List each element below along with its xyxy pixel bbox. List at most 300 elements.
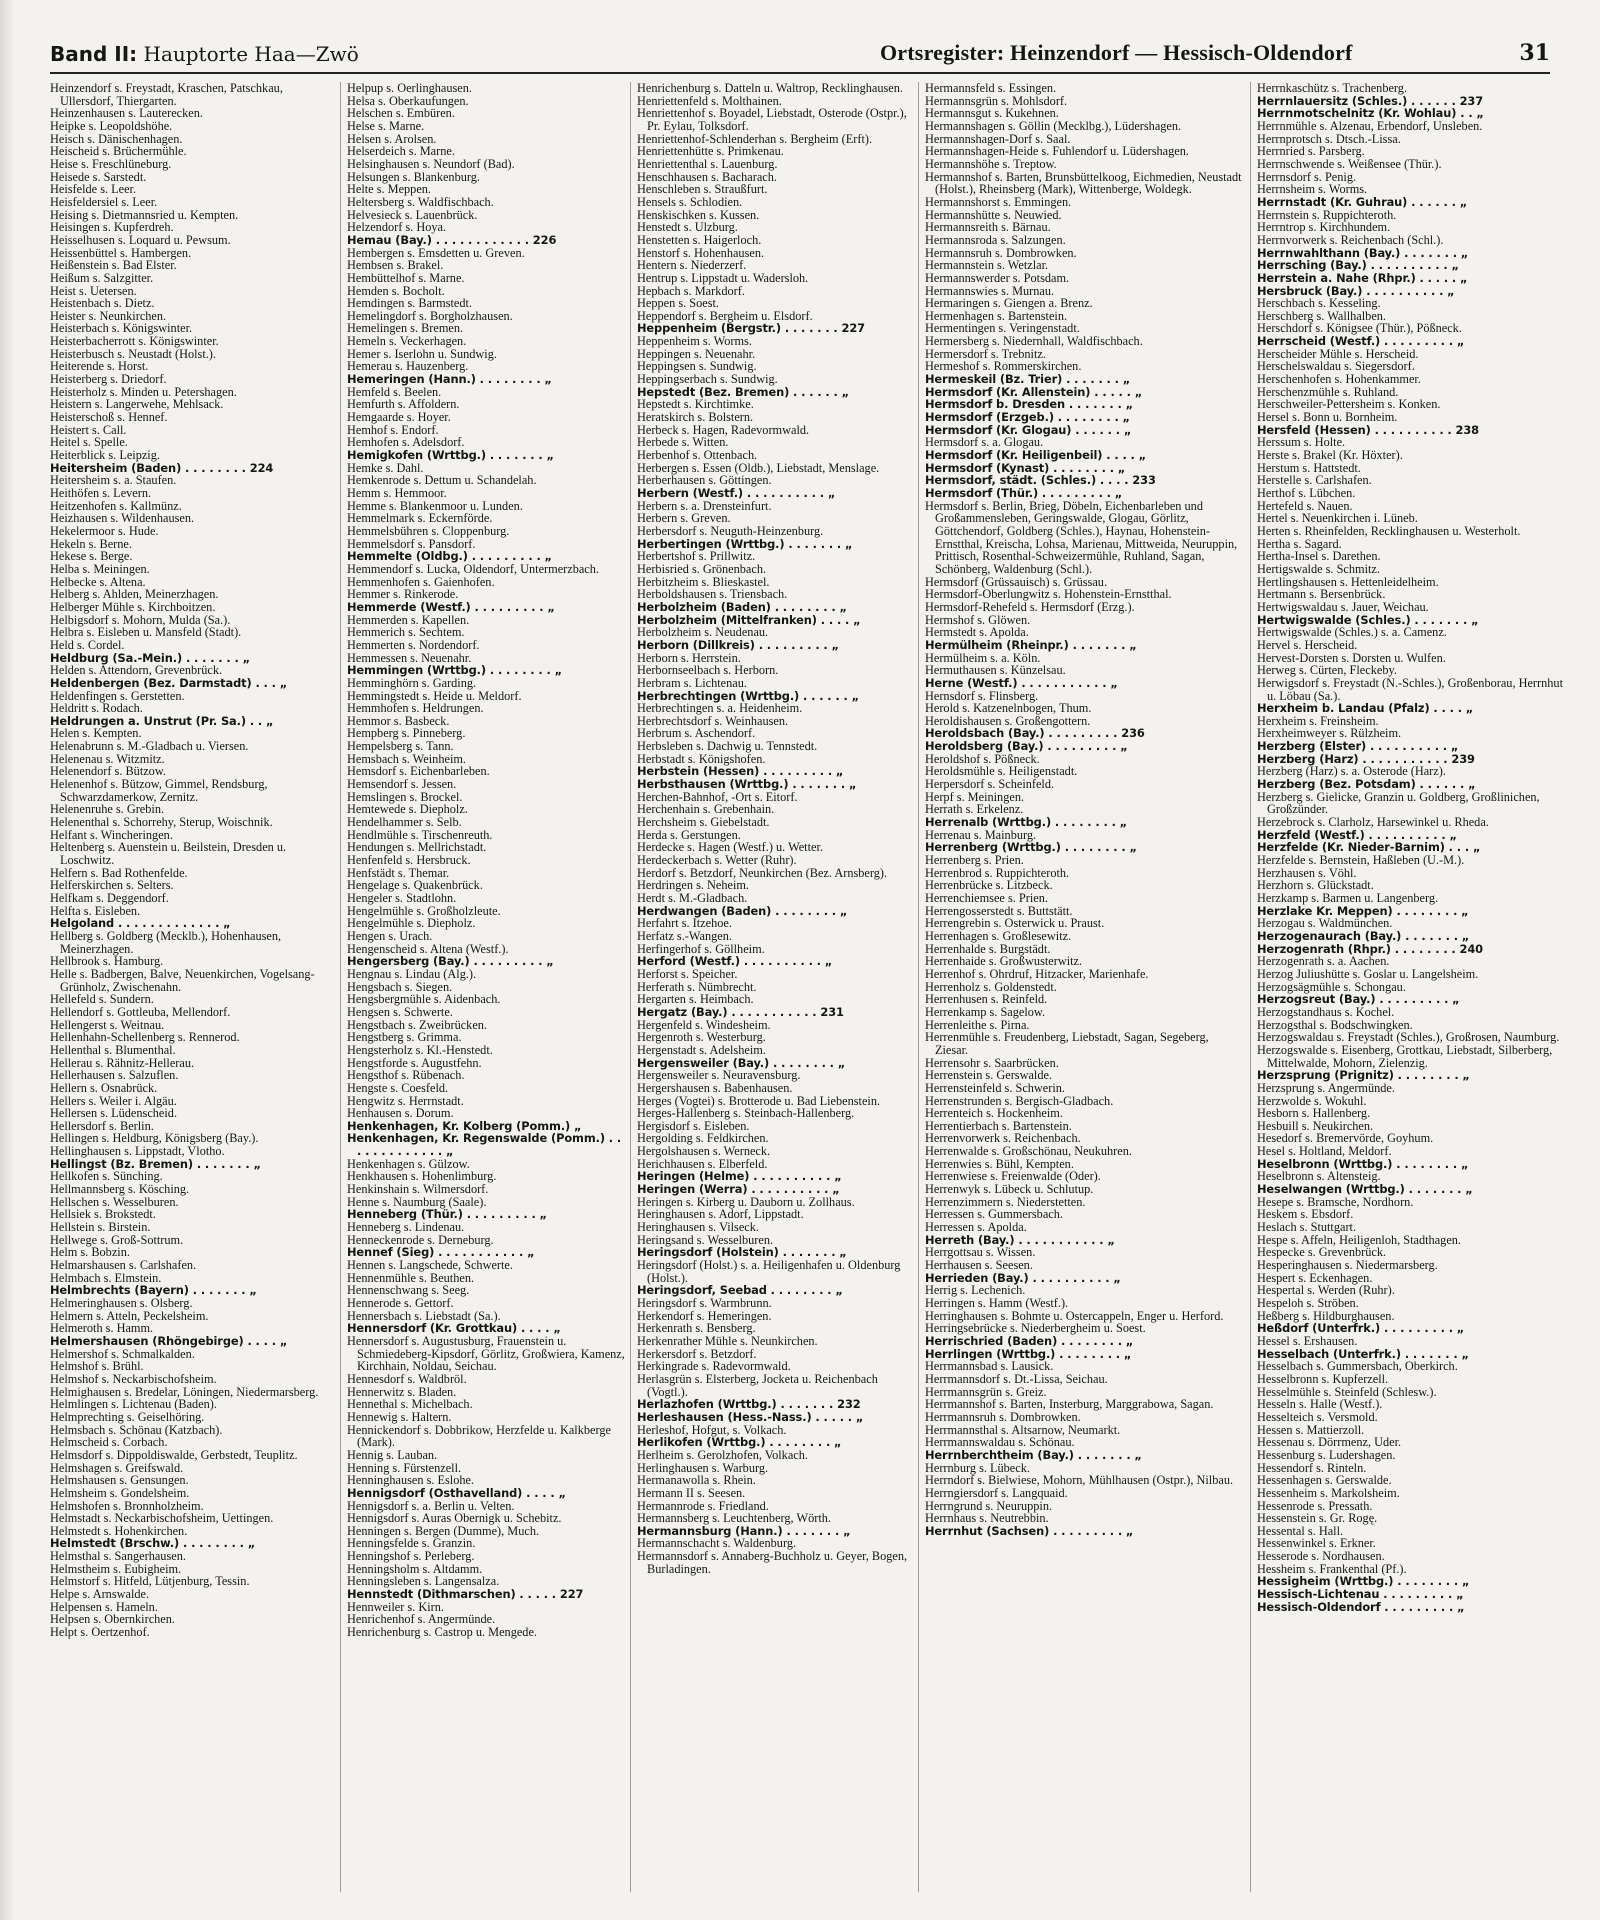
place-entry: Hermannsberg s. Leuchtenberg, Wörth. — [637, 1511, 831, 1526]
place-entry: Hergolshausen s. Werneck. — [637, 1144, 771, 1159]
place-entry: Hemmerden s. Kapellen. — [347, 612, 470, 627]
place-entry: Hessenrode s. Pressath. — [1257, 1498, 1373, 1513]
place-entry: Helen s. Kempten. — [50, 726, 142, 741]
place-entry: Herdecke s. Hagen (Westf.) u. Wetter. — [637, 840, 823, 855]
place-entry: Henneberg s. Lindenau. — [347, 1220, 465, 1235]
place-entry: Helfta s. Eisleben. — [50, 903, 141, 918]
place-entry: Helmshagen s. Greifswald. — [50, 1460, 184, 1475]
main-place-entry: Herzberg (Harz) . . . . . . . . . . . 239 — [1257, 751, 1475, 766]
place-entry: Herrenhaide s. Großwusterwitz. — [925, 954, 1083, 969]
place-entry: Heringsand s. Wesselburen. — [637, 1232, 774, 1247]
place-entry: Heroldsmühle s. Heiligenstadt. — [925, 764, 1078, 779]
main-place-entry: Hersbruck (Bay.) . . . . . . . . . . „ — [1257, 283, 1455, 298]
place-entry: Helmshof s. Brühl. — [50, 1359, 144, 1374]
main-place-entry: Hesselbach (Unterfrk.) . . . . . . . „ — [1257, 1346, 1469, 1361]
place-entry: Helmstheim s. Eubigheim. — [50, 1561, 182, 1576]
place-entry: Herschberg s. Wallhalben. — [1257, 308, 1387, 323]
place-entry: Hemmelmark s. Eckernförde. — [347, 511, 493, 526]
main-place-entry: Helgoland . . . . . . . . . . . . . „ — [50, 916, 231, 931]
place-entry: Helsungen s. Blankenburg. — [347, 169, 480, 184]
place-entry: Hengste s. Coesfeld. — [347, 1080, 449, 1095]
place-entry: Heitel s. Spelle. — [50, 435, 128, 450]
place-entry: Heisfelde s. Leer. — [50, 182, 137, 197]
place-entry: Herzkamp s. Barmen u. Langenberg. — [1257, 891, 1439, 905]
main-place-entry: Hennersdorf (Kr. Grottkau) . . . . „ — [347, 1321, 561, 1336]
index-column — [50, 82, 333, 1892]
main-place-entry: Hersfeld (Hessen) . . . . . . . . . . 238 — [1257, 422, 1479, 437]
main-place-entry: Heselbronn (Wrttbg.) . . . . . . . . „ — [1257, 1156, 1469, 1171]
place-entry: Hermannsreith s. Bärnau. — [925, 220, 1051, 235]
place-entry: Hemerau s. Hauzenberg. — [347, 359, 469, 374]
place-entry: Helpt s. Oertzenhof. — [50, 1625, 150, 1640]
main-place-entry: Hermsdorf b. Dresden . . . . . . . „ — [925, 397, 1133, 412]
place-entry: Hemer s. Iserlohn u. Sundwig. — [347, 346, 497, 361]
place-entry: Herrensohr s. Saarbrücken. — [925, 1055, 1059, 1070]
place-entry: Hemfeld s. Beelen. — [347, 384, 442, 399]
place-entry: Heppenheim s. Worms. — [637, 334, 752, 349]
main-place-entry: Herzberg (Elster) . . . . . . . . . . „ — [1257, 739, 1459, 754]
place-entry: Heltersberg s. Waldfischbach. — [347, 194, 494, 209]
place-entry: Herdringen s. Neheim. — [637, 878, 750, 893]
place-entry: Hekeln s. Berne. — [50, 536, 132, 551]
place-entry: Hemmerten s. Nordendorf. — [347, 637, 480, 652]
place-entry: Hemme s. Blankenmoor u. Lunden. — [347, 498, 523, 513]
place-entry: Heising s. Dietmannsried u. Kempten. — [50, 207, 239, 222]
place-entry: Hellingen s. Heldburg, Königsberg (Bay.). — [50, 1131, 259, 1146]
place-entry: Heistert s. Call. — [50, 422, 127, 437]
main-place-entry: Herrscheid (Westf.) . . . . . . . . . „ — [1257, 334, 1465, 349]
place-entry: Hermannshagen-Dorf s. Saal. — [925, 131, 1071, 146]
place-entry: Helenenhof s. Bützow, Gimmel, Rendsburg, Schwarzdamerkow, Zernitz. — [50, 777, 268, 804]
place-entry: Hermeshof s. Rommerskirchen. — [925, 359, 1082, 374]
place-entry: Herringen s. Hamm (Westf.). — [925, 1296, 1069, 1310]
place-entry: Herfahrt s. Itzehoe. — [637, 916, 732, 931]
place-entry: Hertha-Insel s. Darethen. — [1257, 549, 1381, 564]
place-entry: Herrenleithe s. Pirna. — [925, 1017, 1030, 1032]
place-entry: Hermannsroda s. Salzungen. — [925, 232, 1066, 247]
place-entry: Hermenhagen s. Bartenstein. — [925, 308, 1068, 323]
place-entry: Helpup s. Oerlinghausen. — [347, 82, 472, 95]
place-entry: Helpensen s. Hameln. — [50, 1599, 158, 1614]
main-place-entry: Heldenbergen (Bez. Darmstadt) . . . „ — [50, 675, 288, 690]
place-entry: Hesselbach s. Gummersbach, Oberkirch. — [1257, 1359, 1458, 1374]
place-entry: Hermstedt s. Apolda. — [925, 625, 1029, 640]
place-entry: Herbrum s. Aschendorf. — [637, 726, 756, 741]
place-entry: Herrnschwende s. Weißensee (Thür.). — [1257, 156, 1442, 171]
main-place-entry: Herbolzheim (Baden) . . . . . . . . „ — [637, 599, 847, 614]
main-place-entry: Herzlake Kr. Meppen) . . . . . . . . „ — [1257, 903, 1469, 918]
main-place-entry: Hennstedt (Dithmarschen) . . . . . 227 — [347, 1587, 584, 1602]
place-entry: Helpsen s. Obernkirchen. — [50, 1612, 175, 1627]
place-entry: Hermann II s. Seesen. — [637, 1485, 746, 1500]
place-entry: Helenendorf s. Bützow. — [50, 764, 166, 779]
place-entry: Hesedorf s. Bremervörde, Goyhum. — [1257, 1131, 1434, 1146]
place-entry: Henningshof s. Perleberg. — [347, 1549, 475, 1564]
place-entry: Henriettenfeld s. Molthainen. — [637, 93, 782, 108]
place-entry: Herzhorn s. Glückstadt. — [1257, 878, 1374, 893]
place-entry: Helsinghausen s. Neundorf (Bad). — [347, 156, 515, 171]
place-entry: Hermanawolla s. Rhein. — [637, 1473, 756, 1488]
place-entry: Henstetten s. Haigerloch. — [637, 232, 762, 247]
place-entry: Hentern s. Niederzerf. — [637, 258, 747, 273]
main-place-entry: Hergatz (Bay.) . . . . . . . . . . . 231 — [637, 1004, 844, 1019]
place-entry: Hendlmühle s. Tirschenreuth. — [347, 827, 493, 842]
place-entry: Hesperinghausen s. Niedermarsberg. — [1257, 1258, 1438, 1273]
place-entry: Hennweiler s. Kirn. — [347, 1599, 444, 1614]
place-entry: Helse s. Marne. — [347, 118, 425, 133]
place-entry: Hengwitz s. Herrnstadt. — [347, 1093, 464, 1108]
place-entry: Herrmannsbad s. Lausick. — [925, 1359, 1054, 1374]
place-entry: Heitersheim s. a. Staufen. — [50, 473, 177, 488]
place-entry: Heringhausen s. Vilseck. — [637, 1220, 759, 1235]
main-place-entry: Heppenheim (Bergstr.) . . . . . . . 227 — [637, 321, 865, 336]
place-entry: Henrichenburg s. Datteln u. Waltrop, Recklinghausen. — [637, 82, 903, 95]
place-entry: Heppingserbach s. Sundwig. — [637, 372, 778, 387]
place-entry: Hendelhammer s. Selb. — [347, 815, 462, 830]
place-entry: Herringhausen s. Bohmte u. Ostercappeln, Enger u. Herford. — [925, 1308, 1224, 1323]
place-entry: Hennewig s. Haltern. — [347, 1409, 452, 1424]
place-entry: Helsa s. Oberkaufungen. — [347, 93, 469, 108]
place-entry: Herrnburg s. Lübeck. — [925, 1460, 1030, 1475]
place-entry: Hennig s. Lauban. — [347, 1447, 438, 1462]
place-entry: Helenabrunn s. M.-Gladbach u. Viersen. — [50, 739, 249, 754]
place-entry: Helzendorf s. Hoya. — [347, 220, 447, 235]
place-entry: Herrnkaschütz s. Trachenberg. — [1257, 82, 1408, 95]
place-entry: Hesseln s. Halle (Westf.). — [1257, 1397, 1383, 1412]
place-entry: Heisterholz s. Minden u. Petershagen. — [50, 384, 237, 399]
place-entry: Hellberg s. Goldberg (Mecklb.), Hohenhausen, Meinerzhagen. — [50, 928, 282, 956]
place-entry: Heskem s. Ebsdorf. — [1257, 1207, 1354, 1222]
place-entry: Hengsbach s. Siegen. — [347, 979, 453, 994]
place-entry: Hergenroth s. Westerburg. — [637, 1030, 766, 1045]
place-entry: Helmarshausen s. Carlshafen. — [50, 1258, 197, 1273]
place-entry: Heringsdorf (Holst.) s. a. Heiligenhafen u. Oldenburg (Holst.). — [637, 1258, 901, 1285]
place-entry: Held s. Cordel. — [50, 637, 125, 652]
place-entry: Hengen s. Urach. — [347, 928, 433, 943]
place-entry: Hemhof s. Endorf. — [347, 422, 439, 437]
place-entry: Heiterblick s. Leipzig. — [50, 448, 160, 463]
place-entry: Herfatz s.-Wangen. — [637, 928, 732, 943]
main-place-entry: Helmstedt (Brschw.) . . . . . . . . „ — [50, 1536, 256, 1551]
place-entry: Henningsholm s. Altdamm. — [347, 1561, 483, 1576]
main-place-entry: Herrenalb (Wrttbg.) . . . . . . . . „ — [925, 815, 1128, 830]
place-entry: Helte s. Meppen. — [347, 182, 432, 197]
main-place-entry: Herrstein a. Nahe (Rhpr.) . . . . . „ — [1257, 270, 1468, 285]
place-entry: Herrngiersdorf s. Langquaid. — [925, 1485, 1068, 1500]
place-entry: Helm s. Bobzin. — [50, 1245, 130, 1260]
place-entry: Herbersdorf s. Neuguth-Heinzenburg. — [637, 523, 824, 538]
place-entry: Hembergen s. Emsdetten u. Greven. — [347, 245, 525, 260]
place-entry: Heister s. Neunkirchen. — [50, 308, 167, 323]
place-entry: Hessenau s. Dörrmenz, Uder. — [1257, 1435, 1402, 1450]
main-place-entry: Herrnstadt (Kr. Guhrau) . . . . . . „ — [1257, 194, 1468, 209]
main-place-entry: Herrsching (Bay.) . . . . . . . . . . „ — [1257, 258, 1459, 273]
place-entry: Hermsdorf-Oberlungwitz s. Hohenstein-Ernstthal. — [925, 587, 1172, 602]
main-place-entry: Herne (Westf.) . . . . . . . . . . . „ — [925, 675, 1118, 690]
main-place-entry: Herdwangen (Baden) . . . . . . . . „ — [637, 903, 848, 918]
place-entry: Herschweiler-Pettersheim s. Konken. — [1257, 397, 1441, 412]
place-entry: Herrenchiemsee s. Prien. — [925, 891, 1048, 905]
place-entry: Herressen s. Apolda. — [925, 1220, 1027, 1235]
place-entry: Hergarten s. Heimbach. — [637, 992, 754, 1007]
place-entry: Herrndorf s. Bielwiese, Mohorn, Mühlhausen (Ostpr.), Nilbau. — [925, 1473, 1234, 1488]
main-place-entry: Herreth (Bay.) . . . . . . . . . . . „ — [925, 1232, 1115, 1247]
place-entry: Herrmannsthal s. Altsarnow, Neumarkt. — [925, 1422, 1121, 1437]
place-entry: Hellstein s. Birstein. — [50, 1220, 151, 1235]
main-place-entry: Hermsdorf (Erzgeb.) . . . . . . . . „ — [925, 410, 1130, 425]
place-entry: Hennerode s. Gettorf. — [347, 1296, 454, 1310]
place-entry: Henstedt s. Ulzburg. — [637, 220, 738, 235]
place-entry: Hessendorf s. Rinteln. — [1257, 1460, 1367, 1475]
place-entry: Herrgottsau s. Wissen. — [925, 1245, 1036, 1260]
place-entry: Herrengrebin s. Osterwick u. Praust. — [925, 916, 1105, 931]
place-entry: Herchen-Bahnhof, -Ort s. Eitorf. — [637, 789, 798, 804]
place-entry: Herlheim s. Gerolzhofen, Volkach. — [637, 1447, 808, 1462]
place-entry: Herbisried s. Grönenbach. — [637, 561, 767, 576]
main-place-entry: Herrieden (Bay.) . . . . . . . . . . „ — [925, 1270, 1121, 1285]
place-entry: Helfant s. Wincheringen. — [50, 827, 173, 842]
place-entry: Hertel s. Neuenkirchen i. Lüneb. — [1257, 511, 1418, 526]
place-entry: Hemmessen s. Neuenahr. — [347, 650, 472, 665]
place-entry: Herscheider Mühle s. Herscheid. — [1257, 346, 1419, 361]
place-entry: Helenenthal s. Schorrehy, Sterup, Woischnik. — [50, 815, 273, 830]
place-entry: Hembsen s. Brakel. — [347, 258, 444, 273]
place-entry: Henkhausen s. Hohenlimburg. — [347, 1169, 497, 1184]
place-entry: Herrensteinfeld s. Schwerin. — [925, 1080, 1066, 1095]
place-entry: Heppen s. Soest. — [637, 296, 719, 311]
place-entry: Herkenrather Mühle s. Neunkirchen. — [637, 1333, 818, 1348]
place-entry: Herrenhusen s. Reinfeld. — [925, 992, 1048, 1007]
place-entry: Herschbach s. Kesseling. — [1257, 296, 1381, 311]
place-entry: Helenenau s. Witzmitz. — [50, 751, 165, 766]
place-entry: Helbigsdorf s. Mohorn, Mulda (Sa.). — [50, 612, 231, 627]
place-entry: Hernsdorf s. Flinsberg. — [925, 688, 1039, 703]
place-entry: Herthof s. Lübchen. — [1257, 486, 1356, 500]
place-entry: Henninghausen s. Eslohe. — [347, 1473, 475, 1488]
place-entry: Henhausen s. Dorum. — [347, 1106, 454, 1121]
place-entry: Helmstorf s. Hitfeld, Lütjenburg, Tessin. — [50, 1574, 250, 1589]
place-entry: Herrenhof s. Ohrdruf, Hitzacker, Marienhafe. — [925, 966, 1149, 981]
place-entry: Hergershausen s. Babenhausen. — [637, 1080, 793, 1095]
place-entry: Heroldishausen s. Großengottern. — [925, 713, 1091, 728]
place-entry: Herrnsheim s. Worms. — [1257, 182, 1368, 197]
place-entry: Hellkofen s. Sünching. — [50, 1169, 163, 1184]
place-entry: Helenenruhe s. Grebin. — [50, 802, 165, 817]
place-entry: Hermannswies s. Murnau. — [925, 283, 1055, 298]
place-entry: Hesborn s. Hallenberg. — [1257, 1106, 1371, 1121]
place-entry: Hengnau s. Lindau (Alg.). — [347, 966, 477, 981]
main-place-entry: Herzogenaurach (Bay.) . . . . . . . „ — [1257, 928, 1470, 943]
place-entry: Heisch s. Dänischenhagen. — [50, 131, 183, 146]
place-entry: Herzog Juliushütte s. Goslar u. Langelsheim. — [1257, 966, 1479, 981]
place-entry: Helmsheim s. Gondelsheim. — [50, 1485, 190, 1500]
place-entry: Hellenthal s. Blumenthal. — [50, 1042, 176, 1057]
scan-edge — [0, 0, 14, 1920]
place-entry: Hesselbronn s. Kupferzell. — [1257, 1371, 1389, 1386]
place-entry: Helberger Mühle s. Kirchboitzen. — [50, 599, 216, 614]
main-place-entry: Herrenberg (Wrttbg.) . . . . . . . . „ — [925, 840, 1137, 855]
place-entry: Herzfelde s. Bernstein, Haßleben (U.-M.). — [1257, 853, 1465, 868]
place-entry: Hermannrode s. Friedland. — [637, 1498, 769, 1513]
place-entry: Heringsdorf s. Warmbrunn. — [637, 1296, 772, 1310]
place-entry: Heldenfingen s. Gerstetten. — [50, 688, 185, 703]
main-place-entry: Heringsdorf, Seebad . . . . . . . . „ — [637, 1283, 843, 1298]
place-entry: Hemslingen s. Brockel. — [347, 789, 463, 804]
place-entry: Hengelage s. Quakenbrück. — [347, 878, 483, 893]
main-place-entry: Hemmerde (Westf.) . . . . . . . . . „ — [347, 599, 555, 614]
place-entry: Henskischken s. Kussen. — [637, 207, 760, 222]
main-place-entry: Hermsdorf (Kr. Allenstein) . . . . . „ — [925, 384, 1143, 399]
place-entry: Heppingsen s. Sundwig. — [637, 359, 757, 374]
place-entry: Hesepe s. Bramsche, Nordhorn. — [1257, 1194, 1414, 1209]
place-entry: Hermannsgrün s. Mohlsdorf. — [925, 93, 1068, 108]
page-header — [50, 38, 1550, 74]
place-entry: Herrenstein s. Gerswalde. — [925, 1068, 1053, 1083]
place-entry: Herbsleben s. Dachwig u. Tennstedt. — [637, 739, 818, 754]
place-entry: Helmern s. Atteln, Peckelsheim. — [50, 1308, 209, 1323]
place-entry: Hellendorf s. Gottleuba, Mellendorf. — [50, 1004, 231, 1019]
place-entry: Herrenzimmern s. Niederstetten. — [925, 1194, 1086, 1209]
place-entry: Herzhausen s. Vöhl. — [1257, 865, 1357, 880]
place-entry: Hemmer s. Rinkerode. — [347, 587, 459, 602]
main-place-entry: Herrnhut (Sachsen) . . . . . . . . . „ — [925, 1523, 1134, 1538]
main-place-entry: Hessisch-Oldendorf . . . . . . . . . „ — [1257, 1599, 1465, 1614]
place-entry: Hermannstein s. Wetzlar. — [925, 258, 1049, 273]
index-column — [1250, 82, 1575, 1892]
place-entry: Helmprechting s. Geiselhöring. — [50, 1409, 205, 1424]
main-place-entry: Hessigheim (Wrttbg.) . . . . . . . . „ — [1257, 1574, 1470, 1589]
place-entry: Hessenheim s. Markolsheim. — [1257, 1485, 1400, 1500]
place-entry: Herrenwalde s. Großschönau, Neukuhren. — [925, 1144, 1132, 1159]
place-entry: Hergenfeld s. Windesheim. — [637, 1017, 771, 1032]
place-entry: Hergenstadt s. Adelsheim. — [637, 1042, 766, 1057]
place-entry: Hermannswerder s. Potsdam. — [925, 270, 1070, 285]
index-columns — [50, 82, 1570, 1892]
place-entry: Helmsdorf s. Dippoldiswalde, Gerbstedt, Teuplitz. — [50, 1447, 298, 1462]
main-place-entry: Herford (Westf.) . . . . . . . . . . „ — [637, 954, 833, 969]
place-entry: Heißum s. Salzgitter. — [50, 270, 154, 285]
place-entry: Hellbrook s. Hamburg. — [50, 954, 164, 969]
place-entry: Herrntrop s. Kirchhundem. — [1257, 220, 1391, 235]
place-entry: Herzogsthal s. Bodschwingken. — [1257, 1017, 1413, 1032]
place-entry: Herrmannshof s. Barten, Insterburg, Marggrabowa, Sagan. — [925, 1397, 1214, 1412]
place-entry: Hengeler s. Stadtlohn. — [347, 891, 457, 905]
place-entry: Hellengerst s. Weitnau. — [50, 1017, 165, 1032]
place-entry: Heisterbach s. Königswinter. — [50, 321, 193, 336]
place-entry: Hermannshagen-Heide s. Fuhlendorf u. Lüdershagen. — [925, 144, 1189, 159]
place-entry: Heithöfen s. Levern. — [50, 486, 152, 500]
place-entry: Heppendorf s. Bergheim u. Elsdorf. — [637, 308, 813, 323]
place-entry: Herxheimweyer s. Rülzheim. — [1257, 726, 1402, 741]
place-entry: Hesserode s. Nordhausen. — [1257, 1549, 1385, 1564]
place-entry: Herxheim s. Freinsheim. — [1257, 713, 1379, 728]
main-place-entry: Hemau (Bay.) . . . . . . . . . . . . 226 — [347, 232, 557, 247]
place-entry: Hekelermoor s. Hude. — [50, 523, 159, 538]
place-entry: Hermsdorf (Grüssauisch) s. Grüssau. — [925, 574, 1108, 589]
place-entry: Hennigsdorf s. Auras Obernigk u. Schebitz. — [347, 1511, 562, 1526]
main-place-entry: Helmershausen (Rhöngebirge) . . . . „ — [50, 1333, 288, 1348]
place-entry: Herchsheim s. Giebelstadt. — [637, 815, 770, 830]
main-place-entry: Heselwangen (Wrttbg.) . . . . . . . „ — [1257, 1182, 1473, 1197]
place-entry: Herlinghausen s. Warburg. — [637, 1460, 769, 1475]
band-title: Hauptorte Haa—Zwö — [137, 42, 359, 66]
place-entry: Herste s. Brakel (Kr. Höxter). — [1257, 448, 1403, 463]
place-entry: Herpersdorf s. Scheinfeld. — [925, 777, 1055, 792]
place-entry: Henschleben s. Straußfurt. — [637, 182, 768, 197]
place-entry: Hengsen s. Schwerte. — [347, 1004, 453, 1019]
place-entry: Hertwigswaldau s. Jauer, Weichau. — [1257, 599, 1429, 614]
place-entry: Herrath s. Erkelenz. — [925, 802, 1024, 817]
main-place-entry: Herrnmotschelnitz (Kr. Wohlau) . . „ — [1257, 106, 1484, 121]
place-entry: Herzebrock s. Clarholz, Harsewinkel u. Rheda. — [1257, 815, 1489, 830]
main-place-entry: Hermsdorf, städt. (Schles.) . . . . 233 — [925, 473, 1156, 488]
main-place-entry: Hermeskeil (Bz. Trier) . . . . . . . „ — [925, 372, 1131, 387]
place-entry: Hengsbergmühle s. Aidenbach. — [347, 992, 501, 1007]
place-entry: Helmscheid s. Corbach. — [50, 1435, 168, 1450]
main-place-entry: Herzfelde (Kr. Nieder-Barnim) . . . „ — [1257, 840, 1481, 855]
place-entry: Hennenschwang s. Seeg. — [347, 1283, 470, 1298]
place-entry: Herweg s. Cürten, Fleckeby. — [1257, 663, 1397, 678]
place-entry: Herbern s. Greven. — [637, 511, 731, 526]
main-place-entry: Herrlingen (Wrttbg.) . . . . . . . . „ — [925, 1346, 1132, 1361]
place-entry: Hellern s. Osnabrück. — [50, 1080, 158, 1095]
place-entry: Hemeln s. Veckerhagen. — [347, 334, 467, 349]
place-entry: Herbeck s. Hagen, Radevormwald. — [637, 422, 810, 437]
page-number: 31 — [1519, 40, 1550, 66]
place-entry: Hendungen s. Mellrichstadt. — [347, 840, 487, 855]
place-entry: Henfstädt s. Themar. — [347, 865, 450, 880]
place-entry: Henriettenhütte s. Primkenau. — [637, 144, 784, 159]
place-entry: Hermentingen s. Veringenstadt. — [925, 321, 1080, 336]
main-place-entry: Hengersberg (Bay.) . . . . . . . . . „ — [347, 954, 554, 969]
place-entry: Hemelingdorf s. Borgholzhausen. — [347, 308, 513, 323]
place-entry: Herrnstein s. Ruppichteroth. — [1257, 207, 1397, 222]
place-entry: Hemsbach s. Weinheim. — [347, 751, 466, 766]
place-entry: Heselbronn s. Altensteig. — [1257, 1169, 1381, 1184]
place-entry: Helferskirchen s. Selters. — [50, 878, 174, 893]
place-entry: Herrenwyk s. Lübeck u. Schlutup. — [925, 1182, 1094, 1197]
place-entry: Hemm s. Hemmoor. — [347, 486, 447, 500]
place-entry: Hengelmühle s. Diepholz. — [347, 916, 476, 931]
place-entry: Henkenhagen s. Gülzow. — [347, 1156, 470, 1171]
place-entry: Herboldshausen s. Triensbach. — [637, 587, 788, 602]
place-entry: Hermannsgut s. Kukehnen. — [925, 106, 1059, 121]
place-entry: Herfingerhof s. Göllheim. — [637, 941, 765, 956]
place-entry: Herrenwies s. Bühl, Kempten. — [925, 1156, 1074, 1171]
index-column — [340, 82, 627, 1892]
place-entry: Hemden s. Bocholt. — [347, 283, 445, 298]
place-entry: Herrhausen s. Seesen. — [925, 1258, 1033, 1273]
place-entry: Heisterbusch s. Neustadt (Holst.). — [50, 346, 216, 361]
place-entry: Hellefeld s. Sundern. — [50, 992, 154, 1007]
place-entry: Herbolzheim s. Neudenau. — [637, 625, 769, 640]
place-entry: Hertmann s. Bersenbrück. — [1257, 587, 1386, 602]
place-entry: Henne s. Naumburg (Saale). — [347, 1194, 487, 1209]
main-place-entry: Hermsdorf (Kr. Glogau) . . . . . . „ — [925, 422, 1132, 437]
main-place-entry: Herzberg (Bez. Potsdam) . . . . . . „ — [1257, 777, 1476, 792]
main-place-entry: Herleshausen (Hess.-Nass.) . . . . . „ — [637, 1409, 864, 1424]
main-place-entry: Herborn (Dillkreis) . . . . . . . . . „ — [637, 637, 839, 652]
place-entry: Herichhausen s. Elberfeld. — [637, 1156, 768, 1171]
main-place-entry: Herrischried (Baden) . . . . . . . . „ — [925, 1333, 1134, 1348]
place-entry: Hengsterholz s. Kl.-Henstedt. — [347, 1042, 493, 1057]
place-entry: Hemmenhofen s. Gaienhofen. — [347, 574, 495, 589]
place-entry: Herrnprotsch s. Dtsch.-Lissa. — [1257, 131, 1401, 146]
place-entry: Henschhausen s. Bacharach. — [637, 169, 777, 184]
place-entry: Herrenholz s. Goldenstedt. — [925, 979, 1057, 994]
place-entry: Hertigswalde s. Schmitz. — [1257, 561, 1380, 576]
main-place-entry: Hermülheim (Rheinpr.) . . . . . . . „ — [925, 637, 1137, 652]
